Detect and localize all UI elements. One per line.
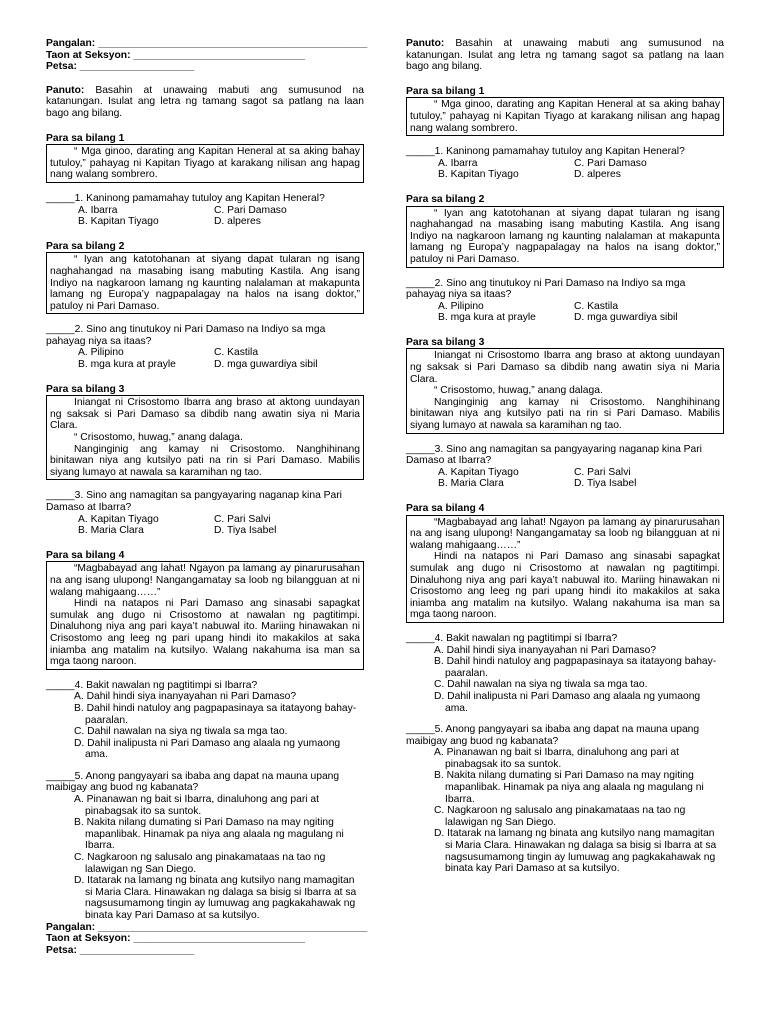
choice: B. Dahil hindi natuloy ang pagpapasinaya sa itatayong bahay-paaralan. [434,656,717,679]
answer-choices [78,205,364,228]
choice: D. Itatarak na lamang ng binata ang kutsilyo nang mamagitan si Maria Clara. Hinawakan ng dalaga sa bisig si Ibarra at sa nagsusumamong tingin ay lumuwag ang pagkakahawak ng binata kay Pari Damaso at sa kutsilyo. [434,828,717,875]
right-column [406,38,724,875]
choice: B. Nakita nilang dumating si Pari Damaso na may ngiting mapanlibak. Hinamak pa niya ang alaala ng magulang ni Ibarra. [74,817,344,852]
passage-heading: Para sa bilang 3 [46,383,125,395]
answer-choices [78,514,364,537]
choice: C. Nagkaroon ng salusalo ang pinakamataas na tao ng lalawigan ng San Diego. [434,805,686,828]
choice: D. Tiya Isabel [574,478,637,490]
choice: A. Pinanawan ng bait si Ibarra, dinaluhong ang pari at pinabagsak ito sa suntok. [74,794,320,817]
choice: D. alperes [214,216,261,228]
answer-choices [78,347,364,370]
choice: B. Maria Clara [78,525,144,537]
instructions-label: Panuto: [406,38,445,49]
choice: D. mga guwardiya sibil [214,359,318,371]
answer-choices [438,301,724,324]
passage-text: “ Iyan ang katotohanan at siyang dapat tularan ng isang naghahangad na masabing isang mabuting Kastila. Ang isang Indiyo na nagkaroon lamang ng kaunting nalalaman at makapunta lamang ng Europa’y nagpapalagay na halos na isang doktor,” patuloy ni Pari Damaso. [50,254,360,312]
choice: B. mga kura at prayle [78,359,176,371]
choice: B. Maria Clara [438,478,504,490]
passage-heading: Para sa bilang 1 [406,85,485,97]
passage-box [406,348,724,433]
instructions-text: Basahin at unawaing mabuti ang sumusunod na katanungan. Isulat ang letra ng tamang sagot sa patlang na laan bago ang bilang. [46,84,364,119]
instructions [406,38,724,73]
choice: C. Pari Damaso [214,204,287,216]
choice: B. Kapitan Tiyago [438,169,519,181]
choice: C. Kastila [574,300,619,312]
name-line: Pangalan: _______________________________________________ [46,38,368,49]
answer-choices [438,158,724,181]
choice: A. Ibarra [438,157,478,169]
choice: C. Nagkaroon ng salusalo ang pinakamataas na tao ng lalawigan ng San Diego. [74,852,326,875]
choice: D. Dahil inalipusta ni Pari Damaso ang alaala ng yumaong ama. [434,690,701,714]
answer-choices [438,467,724,490]
passage-heading: Para sa bilang 3 [406,336,485,348]
question-stem: _____1. Kaninong pamamahay tutuloy ang Kapitan Heneral? [406,146,685,158]
passage-heading: Para sa bilang 4 [406,503,485,514]
passage-text: “Magbabayad ang lahat! Ngayon pa lamang ay pinarurusahan na ang isang ulupong! Nangangamatay sa loob ng bilangguan at ni walang mahigaang……” [50,563,360,598]
question-stem: _____4. Bakit nawalan ng pagtitimpi si Ibarra? [406,632,618,644]
choice: A. Dahil hindi siya inanyayahan ni Pari Damaso? [434,644,657,656]
passage-text: “Magbabayad ang lahat! Ngayon pa lamang ay pinarurusahan na ang isang ulupong! Nangangamatay sa loob ng bilangguan at ni walang mahigaang……” [410,516,720,551]
instructions-text: Basahin at unawaing mabuti ang sumusunod na katanungan. Isulat ang letra ng tamang sagot sa patlang na laan bago ang bilang. [406,38,724,73]
passage-text: Hindi na natapos ni Pari Damaso ang sinasabi sapagkat sumulak ang dugo ni Crisostomo at nawalan ng pagtitimpi. Dinaluhong niya ang pari kaya’t nabuwal ito. Mariing hinawakan ni Crisostomo ang leeg ng pari upang hindi ito makakilos at saka iniamba ang matalim na kutsilyo. Walang nakahuma isa man sa mga taong naroon. [50,598,360,668]
choice: A. Dahil hindi siya inanyayahan ni Pari Damaso? [74,691,297,703]
question-stem: _____5. Anong pangyayari sa ibaba ang dapat na mauna upang maibigay ang buod ng kabanata? [406,724,700,747]
choice: D. Itatarak na lamang ng binata ang kutsilyo nang mamagitan si Maria Clara. Hinawakan ng dalaga sa bisig si Ibarra at sa nagsusumamong tingin ay lumuwag ang pagkakahawak ng binata kay Pari Damaso at sa kutsilyo. [74,875,357,921]
question-stem: _____3. Sino ang namagitan sa pangyayaring naganap kina Pari Damaso at Ibarra? [46,490,342,513]
choice: A. Ibarra [78,204,118,216]
passage-text: Hindi na natapos ni Pari Damaso ang sinasabi sapagkat sumulak ang dugo ni Crisostomo at nawalan ng pagtitimpi. Dinaluhong niya ang pari kaya’t nabuwal ito. Mariing hinawakan ni Crisostomo ang leeg ng pari upang hindi ito makakilos at saka iniamba ang matalim na kutsilyo. Walang nakahuma isa man sa mga taong naroon. [410,551,720,621]
choice: C. Dahil nawalan na siya ng tiwala sa mga tao. [434,679,648,691]
passage-box [406,97,724,136]
choice: B. Kapitan Tiyago [78,216,159,228]
choice: A. Kapitan Tiyago [78,513,159,525]
passage-text: “ Mga ginoo, darating ang Kapitan Heneral at sa aking bahay tutuloy,” pahayag ni Kapitan Tiyago at karakang nilisan ang hapag nang walang sombrero. [50,146,360,181]
choice: B. mga kura at prayle [438,312,536,324]
passage-box [46,144,364,183]
choice: D. Tiya Isabel [214,525,277,537]
section-line: Taon at Seksyon: ______________________________ [46,49,306,61]
passage-box [406,206,724,268]
choice: C. Pari Damaso [574,157,647,169]
passage-heading: Para sa bilang 4 [46,549,125,561]
choice: C. Pari Salvi [214,513,271,525]
choice: A. Pilipino [438,300,484,312]
question-stem: _____2. Sino ang tinutukoy ni Pari Damaso na Indiyo sa mga pahayag niya sa itaas? [46,324,326,347]
choice: A. Pilipino [78,347,124,359]
choice: C. Pari Salvi [574,466,631,478]
choice: C. Dahil nawalan na siya ng tiwala sa mga tao. [74,726,288,738]
instructions [46,85,364,120]
choice: D. mga guwardiya sibil [574,312,678,324]
left-column [46,38,368,956]
choice: D. alperes [574,169,621,181]
choice: D. Dahil inalipusta ni Pari Damaso ang alaala ng yumaong ama. [74,737,341,761]
passage-heading: Para sa bilang 2 [406,193,485,205]
choice: A. Kapitan Tiyago [438,466,519,478]
passage-text: “ Crisostomo, huwag,” anang dalaga. [434,385,603,397]
passage-box [46,252,364,314]
passage-heading: Para sa bilang 2 [46,240,125,252]
choice: C. Kastila [214,347,259,359]
passage-text: Nanginginig ang kamay ni Crisostomo. Nanghihinang binitawan niya ang kutsilyo pati na rin si Pari Damaso. Mabilis siyang lumayo at nawala sa karamihan ng tao. [410,396,720,432]
instructions-label: Panuto: [46,84,85,96]
question-stem: _____3. Sino ang namagitan sa pangyayaring naganap kina Pari Damaso at Ibarra? [406,443,702,467]
passage-box [46,561,364,669]
name-line: Pangalan: _______________________________________________ [46,921,368,933]
passage-box [46,395,364,480]
question-stem: _____4. Bakit nawalan ng pagtitimpi si Ibarra? [46,679,258,691]
question-stem: _____1. Kaninong pamamahay tutuloy ang Kapitan Heneral? [46,192,325,204]
date-line: Petsa: ____________________ [46,61,195,73]
question-stem: _____5. Anong pangyayari sa ibaba ang dapat na mauna upang maibigay ang buod ng kabanata? [46,770,340,794]
passage-text: “ Crisostomo, huwag,” anang dalaga. [74,432,243,444]
question-stem: _____2. Sino ang tinutukoy ni Pari Damaso na Indiyo sa mga pahayag niya sa itaas? [406,277,686,301]
choice: A. Pinanawan ng bait si Ibarra, dinaluhong ang pari at pinabagsak ito sa suntok. [434,747,680,770]
passage-text: Iniangat ni Crisostomo Ibarra ang braso at aktong uundayan ng saksak si Pari Damaso sa dibdib nang awatin siya ni Maria Clara. [410,350,720,385]
choice: B. Dahil hindi natuloy ang pagpapasinaya sa itatayong bahay-paaralan. [74,702,357,726]
passage-text: Iniangat ni Crisostomo Ibarra ang braso at aktong uundayan ng saksak si Pari Damaso sa dibdib nang awatin siya ni Maria Clara. [50,397,360,432]
passage-text: “ Iyan ang katotohanan at siyang dapat tularan ng isang naghahangad na masabing isang mabuting Kastila. Ang isang Indiyo na nagkaroon lamang ng kaunting nalalaman at makapunta lamang ng Europa’y nagpapalagay na halos na isang doktor,” patuloy ni Pari Damaso. [410,207,720,265]
passage-text: “ Mga ginoo, darating ang Kapitan Heneral at sa aking bahay tutuloy,” pahayag ni Kapitan Tiyago at karakang nilisan ang hapag nang walang sombrero. [410,99,720,134]
passage-text: Nanginginig ang kamay ni Crisostomo. Nanghihinang binitawan niya ang kutsilyo pati na rin si Pari Damaso. Mabilis siyang lumayo at nawala sa karamihan ng tao. [50,443,360,478]
passage-box [406,515,724,623]
date-line: Petsa: ____________________ [46,944,195,956]
choice: B. Nakita nilang dumating si Pari Damaso na may ngiting mapanlibak. Hinamak pa niya ang alaala ng magulang ni Ibarra. [434,770,704,805]
passage-heading: Para sa bilang 1 [46,132,125,144]
section-line: Taon at Seksyon: ______________________________ [46,933,306,945]
